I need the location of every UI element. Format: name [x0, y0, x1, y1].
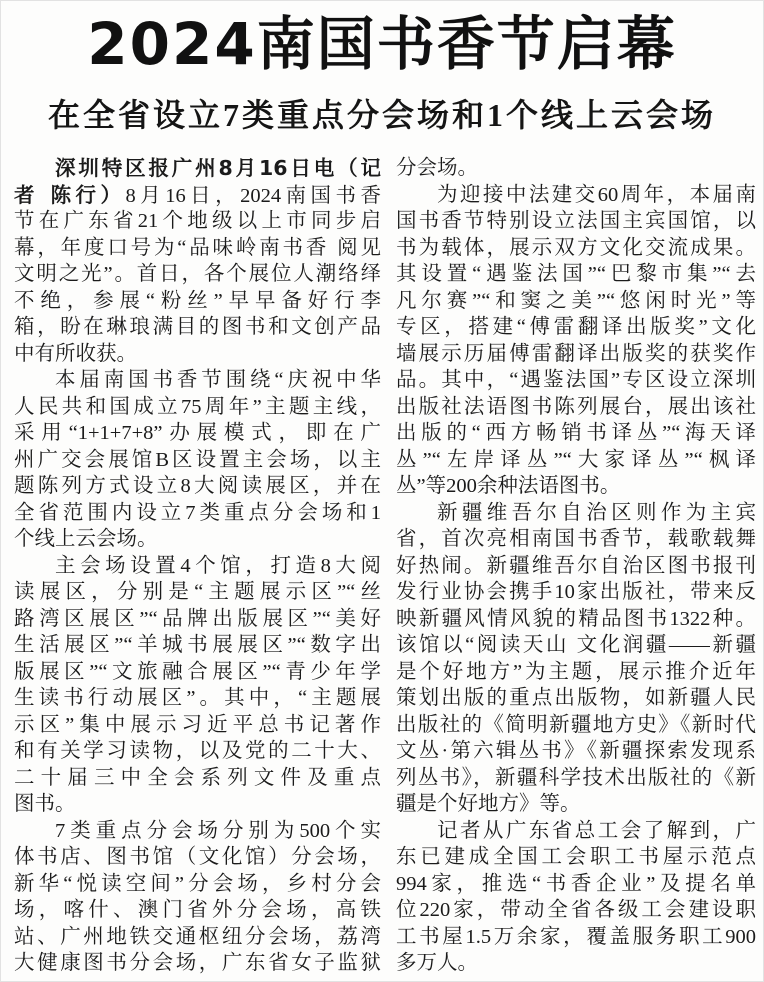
- right-column-line: 994家，推选“书香企业”及提名单: [396, 872, 756, 895]
- right-column-line: 出版的“西方畅销书译丛”“海天译: [396, 422, 756, 444]
- left-column-line: 人民共和国成立75周年”主题主线，: [14, 395, 381, 418]
- right-column-line: 位220家，带动全省各级工会建设职: [396, 899, 756, 921]
- right-column: [396, 155, 756, 977]
- right-column-line: 墙展示历届傅雷翻译出版奖的获奖作: [396, 342, 756, 365]
- right-column-line: 记者从广东省总工会了解到，广: [437, 819, 756, 842]
- left-column-line: 主会场设置4个馆，打造8大阅: [55, 554, 381, 577]
- left-column: [14, 155, 381, 977]
- right-column-line: 品。其中，“遇鉴法国”专区设立深圳: [396, 369, 756, 391]
- left-column-line: 和有关学习读物，以及党的二十大、: [14, 740, 381, 762]
- right-column-line: 国书香节特别设立法国主宾国馆，以: [396, 210, 756, 232]
- right-column-line: 省，首次亮相南国书香节，载歌载舞: [396, 528, 756, 550]
- left-column-line: 全省范围内设立7类重点分会场和1: [14, 501, 381, 524]
- right-column-line: 丛”等200余种法语图书。: [396, 475, 621, 497]
- right-column-line: 东已建成全国工会职工书屋示范点: [396, 846, 756, 868]
- left-column-line: 体书店、图书馆（文化馆）分会场，: [14, 846, 381, 868]
- left-column-line: 二十届三中全会系列文件及重点: [14, 766, 381, 789]
- right-column-line: 列丛书》，新疆科学技术出版社的《新: [396, 766, 756, 789]
- left-column-line: 图书。: [14, 793, 76, 815]
- left-column-line: 示区”集中展示习近平总书记著作: [14, 713, 381, 736]
- right-column-line: 映新疆风情风貌的精品图书1322种。: [396, 607, 756, 630]
- right-column-line: 疆是个好地方》等。: [396, 793, 581, 815]
- right-column-line: 工书屋1.5万余家，覆盖服务职工900: [396, 925, 756, 948]
- right-column-line: 其设置“遇鉴法国”“巴黎市集”“去: [396, 263, 756, 285]
- left-column-line: 生活展区”“羊城书展展区”“数字出: [14, 634, 381, 656]
- right-column-line: 好热闹。新疆维吾尔自治区图书报刊: [396, 554, 756, 577]
- right-column-line: 出版社的《简明新疆地方史》《新时代: [396, 713, 756, 736]
- right-column-line: 书为载体，展示双方文化交流成果。: [396, 236, 756, 259]
- line-text: 8月16日，2024南国书香: [125, 184, 381, 207]
- left-column-line: 大健康图书分会场，广东省女子监狱: [14, 952, 381, 974]
- left-column-line: 站、广州地铁交通枢纽分会场，荔湾: [14, 925, 381, 948]
- left-column-line: 新华“悦读空间”分会场，乡村分会: [14, 872, 381, 895]
- right-column-line: 丛”“左岸译丛”“大家译丛”“枫译: [396, 448, 756, 471]
- reporter-byline: 者 陈行）: [14, 182, 126, 207]
- left-column-line: 题陈列方式设立8大阅读展区，并在: [14, 475, 381, 497]
- left-column-line: 不绝，参展“粉丝”早早备好行李: [14, 289, 381, 312]
- right-column-line: 新疆维吾尔自治区则作为主宾: [437, 501, 756, 524]
- left-column-line: 读展区，分别是“主题展示区”“丝: [14, 581, 381, 603]
- dateline: 深圳特区报广州8月16日电（记: [55, 156, 381, 180]
- right-column-line: 分会场。: [396, 157, 478, 179]
- right-column-line: 专区，搭建“傅雷翻译出版奖”文化: [396, 316, 756, 338]
- left-column-line: 个线上云会场。: [14, 528, 158, 550]
- left-column-line: 箱，盼在琳琅满目的图书和文创产品: [14, 316, 381, 338]
- right-column-line: 凡尔赛”“和窦之美”“悠闲时光”等: [396, 289, 756, 312]
- left-column-line: 场，喀什、澳门省外分会场，高铁: [14, 899, 381, 921]
- left-column-line: 7类重点分会场分别为500个实: [55, 819, 381, 842]
- right-column-line: 该馆以“阅读天山 文化润疆——新疆: [396, 634, 756, 656]
- subheadline: 在全省设立7类重点分会场和1个线上云会场: [47, 97, 716, 133]
- left-column-line: 文明之光”。首日，各个展位人潮络绎: [14, 263, 381, 285]
- right-column-line: 出版社法语图书陈列展台，展出该社: [396, 395, 756, 418]
- left-column-line: 幕，年度口号为“品味岭南书香 阅见: [14, 236, 381, 259]
- left-column-line: 采用“1+1+7+8”办展模式，即在广: [14, 422, 381, 444]
- left-column-line: 州广交会展馆B区设置主会场，以主: [14, 448, 381, 471]
- left-column-line: 路湾区展区”“品牌出版展区”“美好: [14, 607, 381, 630]
- left-column-line: 中有所收获。: [14, 342, 137, 365]
- left-column-line: 本届南国书香节围绕“庆祝中华: [55, 369, 381, 391]
- left-column-line: 节在广东省21个地级以上市同步启: [14, 210, 381, 232]
- headline: 2024南国书香节启幕: [87, 10, 677, 78]
- right-column-line: 文丛·第六辑丛书》《新疆探索发现系: [396, 740, 756, 762]
- left-column-line: 生读书行动展区”。其中，“主题展: [14, 687, 381, 709]
- left-column-line: [14, 182, 381, 209]
- right-column-line: 发行业协会携手10家出版社，带来反: [396, 581, 756, 603]
- left-column-line: 版展区”“文旅融合展区”“青少年学: [14, 660, 381, 683]
- right-column-line: 策划出版的重点出版物，如新疆人民: [396, 687, 756, 709]
- right-column-line: 为迎接中法建交60周年，本届南: [437, 183, 756, 206]
- right-column-line: 是个好地方”为主题，展示推介近年: [396, 660, 756, 683]
- right-column-line: 多万人。: [396, 952, 478, 974]
